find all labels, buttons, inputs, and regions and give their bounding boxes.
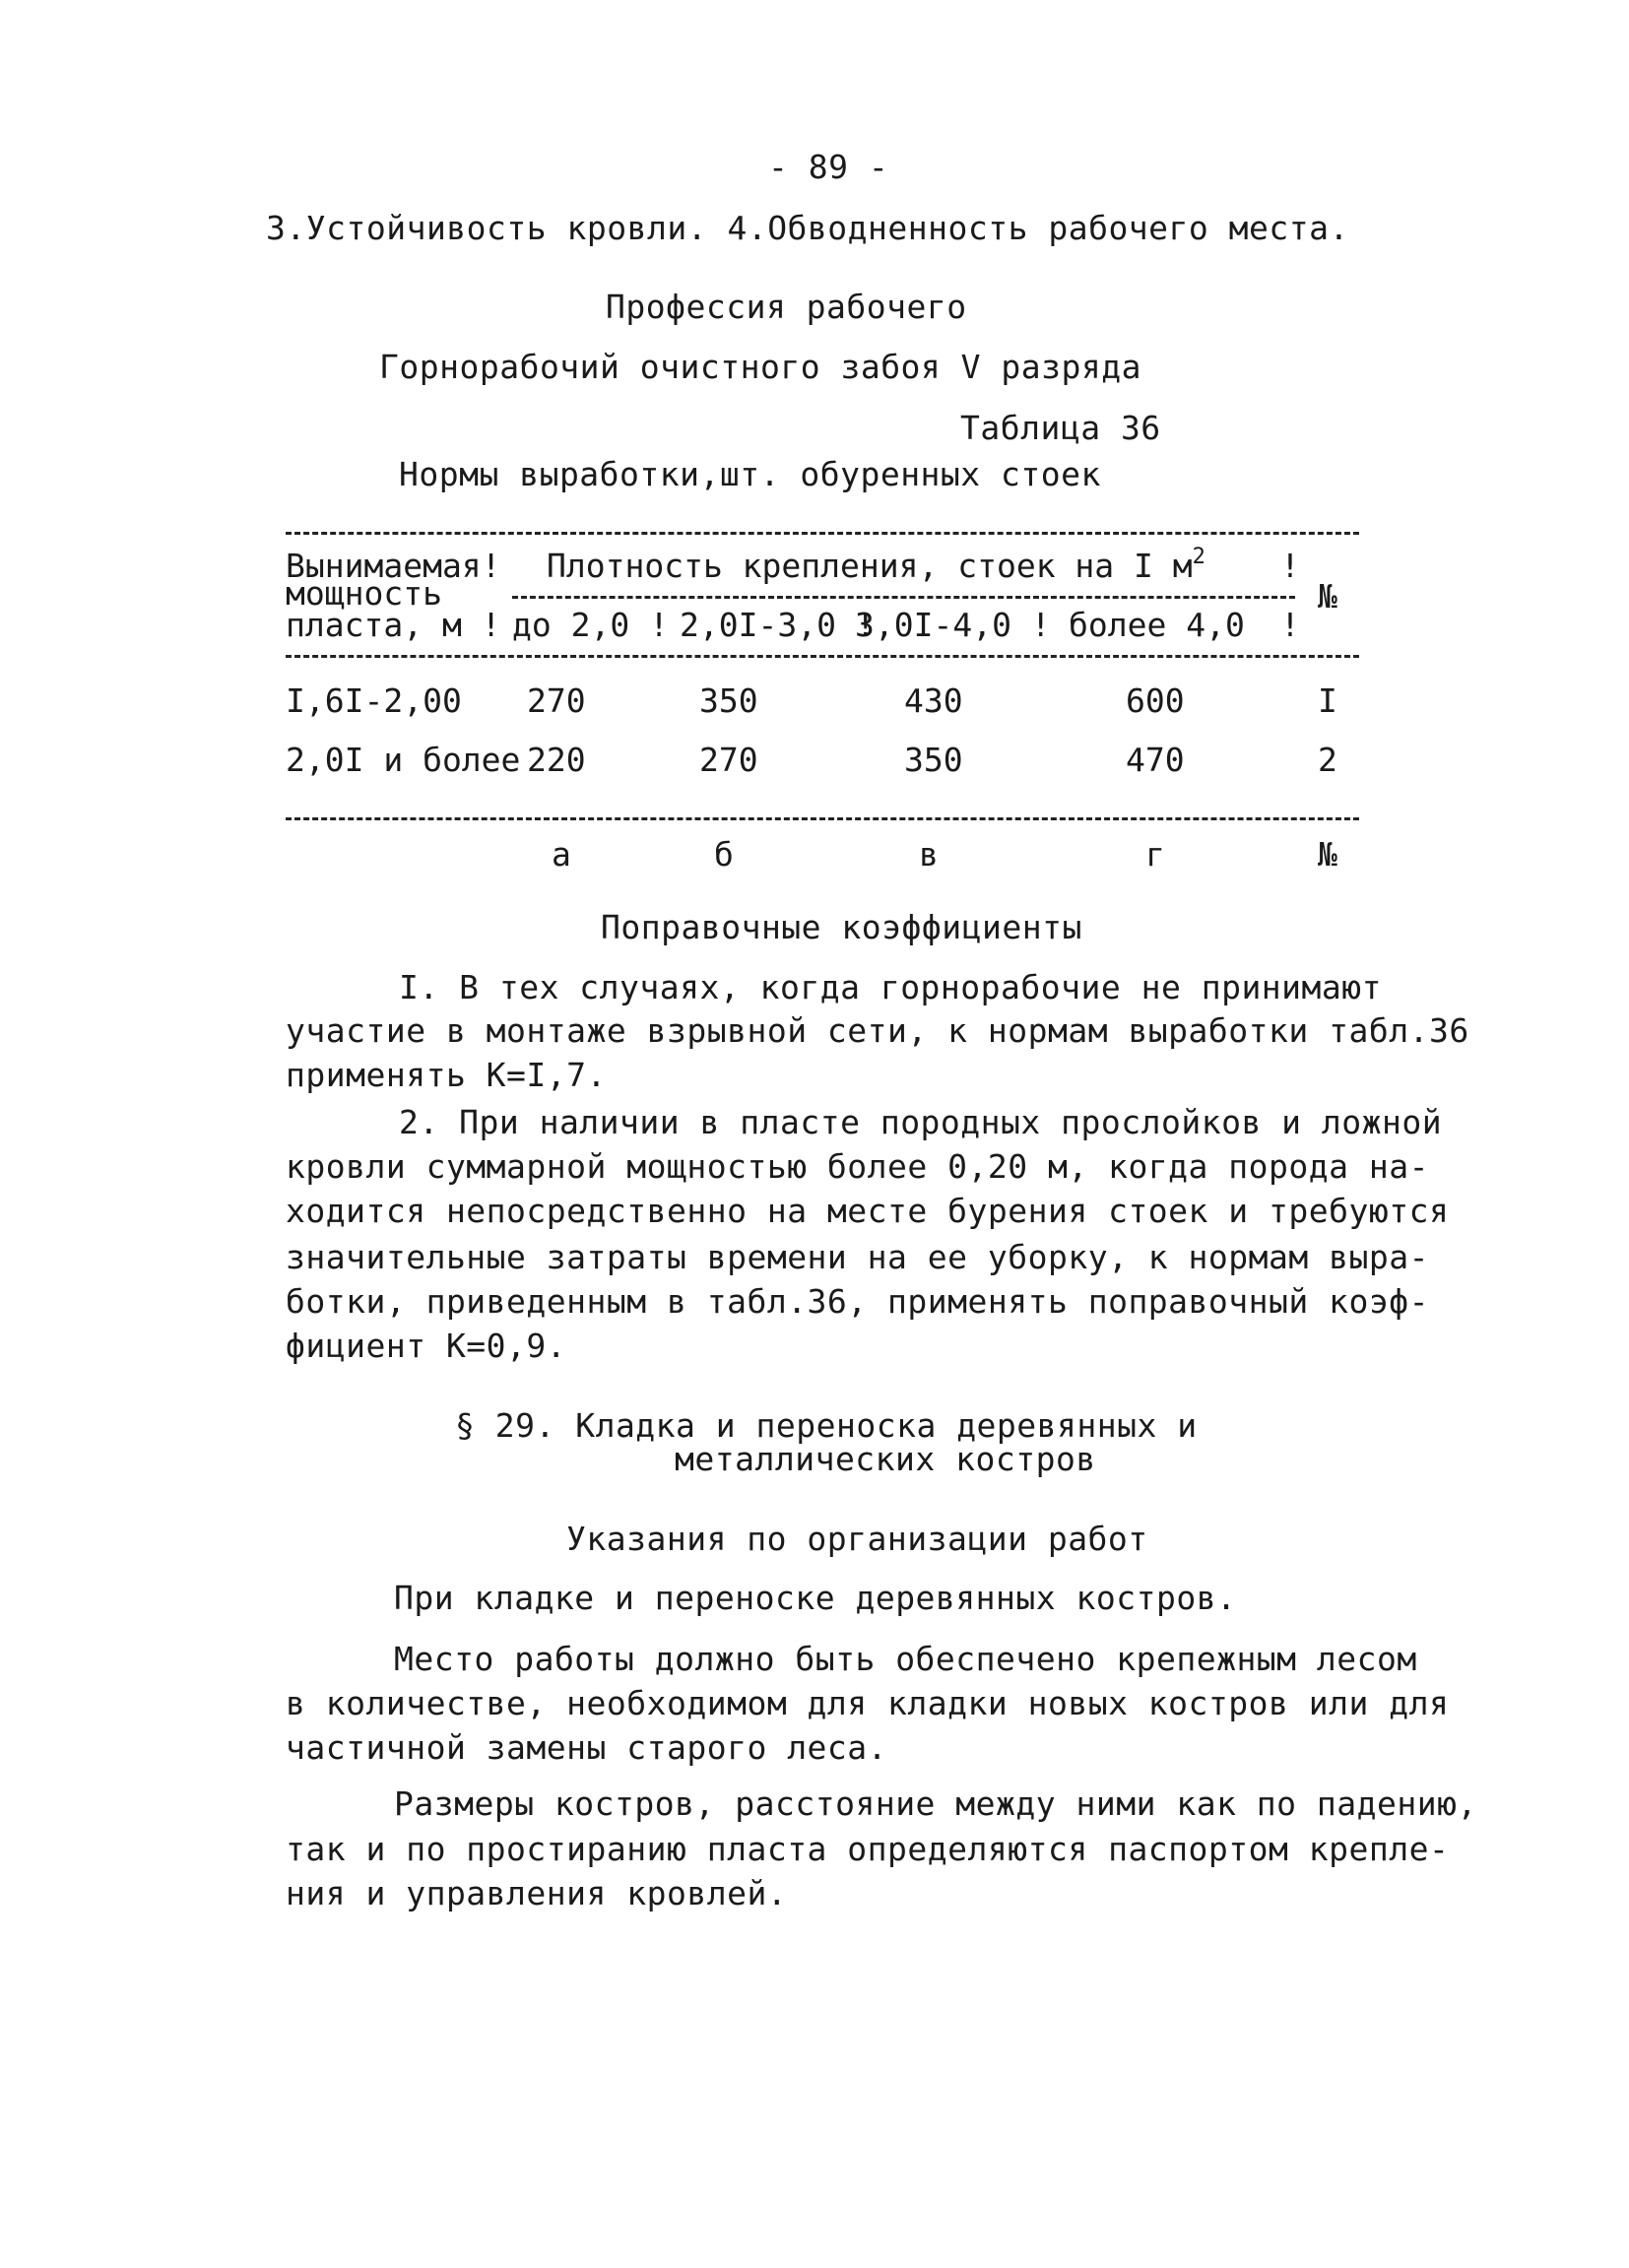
table-label: Таблица 36 [960,409,1161,447]
footer-letter-v: в [919,835,939,874]
header-group-text: Плотность крепления, стоек на I м [547,547,1193,585]
footer-letter-a: а [552,835,571,874]
section-title-line-1: § 29. Кладка и переноска деревянных и [455,1406,1198,1445]
wood-heading: При кладке и переноске деревянных костров. [394,1579,1237,1617]
subheader-2: 2,0I-3,0 ! [680,606,876,644]
header-col1-line3: пласта, м ! [286,606,501,644]
header-col1-line2: мощность [286,574,442,613]
subheader-4: более 4,0 [1069,606,1245,644]
table-rule-top [286,532,1359,535]
p2-line-4: значительные затраты времени на ее уборку, к нормам выра- [286,1238,1429,1276]
intro-line: 3.Устойчивость кровли. 4.Обводненность рабочего места. [266,209,1349,247]
p1-line-1: I. В тех случаях, когда горнорабочие не принимают [399,968,1383,1006]
row-value-v: 430 [904,681,963,720]
profession-name: Горнорабочий очистного забоя V разряда [379,348,1141,386]
p2-line-1: 2. При наличии в пласте породных прослойков и ложной [399,1103,1443,1141]
p4-line-3: ния и управления кровлей. [286,1874,788,1912]
footer-letter-b: б [714,835,734,874]
footer-num: № [1318,835,1337,874]
p1-line-3: применять К=I,7. [286,1056,607,1094]
page-number: - 89 - [768,148,889,186]
header-group [547,547,1205,591]
p3-line-2: в количестве, необходимом для кладки новых костров или для [286,1684,1450,1722]
row-value-a: 270 [527,681,586,720]
p4-line-2: так и по простиранию пласта определяются паспортом крепле- [286,1830,1450,1868]
row-value-g: 470 [1126,741,1185,779]
header-group-sup: 2 [1192,545,1205,569]
subheader-3: 3,0I-4,0 ! [855,606,1051,644]
row-num: 2 [1318,741,1337,779]
corrections-heading: Поправочные коэффициенты [601,908,1082,946]
p2-line-6: фициент К=0,9. [286,1327,567,1365]
profession-heading: Профессия рабочего [606,288,967,326]
subheader-1: до 2,0 ! [512,606,669,644]
row-value-g: 600 [1126,681,1185,720]
p1-line-2: участие в монтаже взрывной сети, к нормам выработки табл.36 [286,1011,1469,1050]
header-col1-line1: Вынимаемая! [286,547,501,585]
p4-line-1: Размеры костров, расстояние между ними как по падению, [394,1784,1477,1823]
row-value-v: 350 [904,741,963,779]
org-heading: Указания по организации работ [566,1520,1148,1558]
p2-line-3: ходится непосредственно на месте бурения стоек и требуются [286,1192,1450,1230]
p2-line-5: ботки, приведенным в табл.36, применять поправочный коэф- [286,1282,1429,1321]
row-value-b: 270 [699,741,758,779]
header-bang-bottom: ! [1280,606,1300,644]
table-rule-bottom [286,817,1359,820]
table-title: Нормы выработки,шт. обуренных стоек [399,455,1101,493]
p2-line-2: кровли суммарной мощностью более 0,20 м, когда порода на- [286,1147,1429,1186]
p3-line-3: частичной замены старого леса. [286,1728,888,1767]
row-value-b: 350 [699,681,758,720]
row-label: 2,0I и более [286,741,521,779]
p3-line-1: Место работы должно быть обеспечено крепежным лесом [394,1640,1417,1678]
footer-letter-g: г [1145,835,1165,874]
table-rule-header [286,655,1359,658]
section-title-line-2: металлических костров [675,1440,1096,1478]
header-num: № [1318,577,1337,616]
row-label: I,6I-2,00 [286,681,462,720]
row-num: I [1318,681,1337,720]
header-bang-top: ! [1280,547,1300,585]
table-rule-mid [512,596,1295,599]
row-value-a: 220 [527,741,586,779]
